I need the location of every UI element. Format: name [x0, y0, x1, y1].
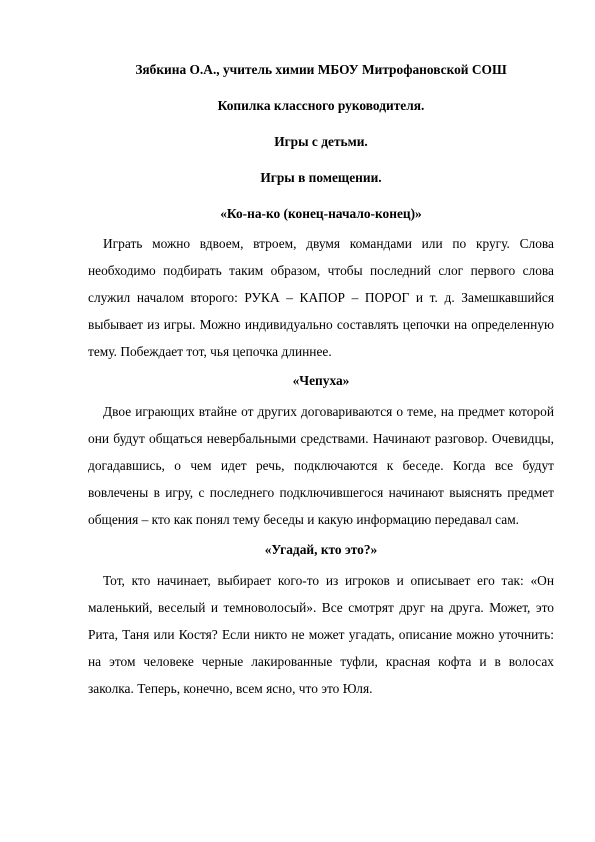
section-title-ugaday: «Угадай, кто это?»	[264, 542, 378, 557]
collection-title: Копилка классного руководителя.	[217, 98, 425, 113]
section-text-ugaday: Тот, кто начинает, выбирает кого-то из игроков и описывает его так: «Он маленький, веселый и темноволосый». Все смотрят друг на друга. Может, это Рита, Таня или Костя? Если никто не может угадать, описание можно уточнить: на этом человеке черные лакированные туфли, красная кофта и в волосах заколка. Теперь, конечно, всем ясно, что это Юля.	[88, 573, 554, 696]
section-text-chepukha: Двое играющих втайне от других договариваются о теме, на предмет которой они будут общаться невербальными средствами. Начинают разговор. Очевидцы, догадавшись, о чем идет речь, подключаются к беседе. Когда все будут вовлечены в игру, с последнего подключившегося начинают выяснять предмет общения – кто как понял тему беседы и какую информацию передавал сам.	[88, 404, 554, 527]
section-title-chepukha: «Чепуха»	[292, 373, 350, 388]
subtopic-title: Игры в помещении.	[260, 170, 382, 185]
document-body	[88, 60, 554, 702]
section-title-konako: «Ко-на-ко (конец-начало-конец)»	[220, 206, 422, 221]
topic-title: Игры с детьми.	[274, 134, 368, 149]
author-line: Зябкина О.А., учитель химии МБОУ Митрофановской СОШ	[135, 62, 507, 77]
section-text-konako: Играть можно вдвоем, втроем, двумя командами или по кругу. Слова необходимо подбирать таким образом, чтобы последний слог первого слова служил началом второго: РУКА – КАПОР – ПОРОГ и т. д. Замешкавшийся выбывает из игры. Можно индивидуально составлять цепочки на определенную тему. Побеждает тот, чья цепочка длиннее.	[88, 236, 554, 359]
